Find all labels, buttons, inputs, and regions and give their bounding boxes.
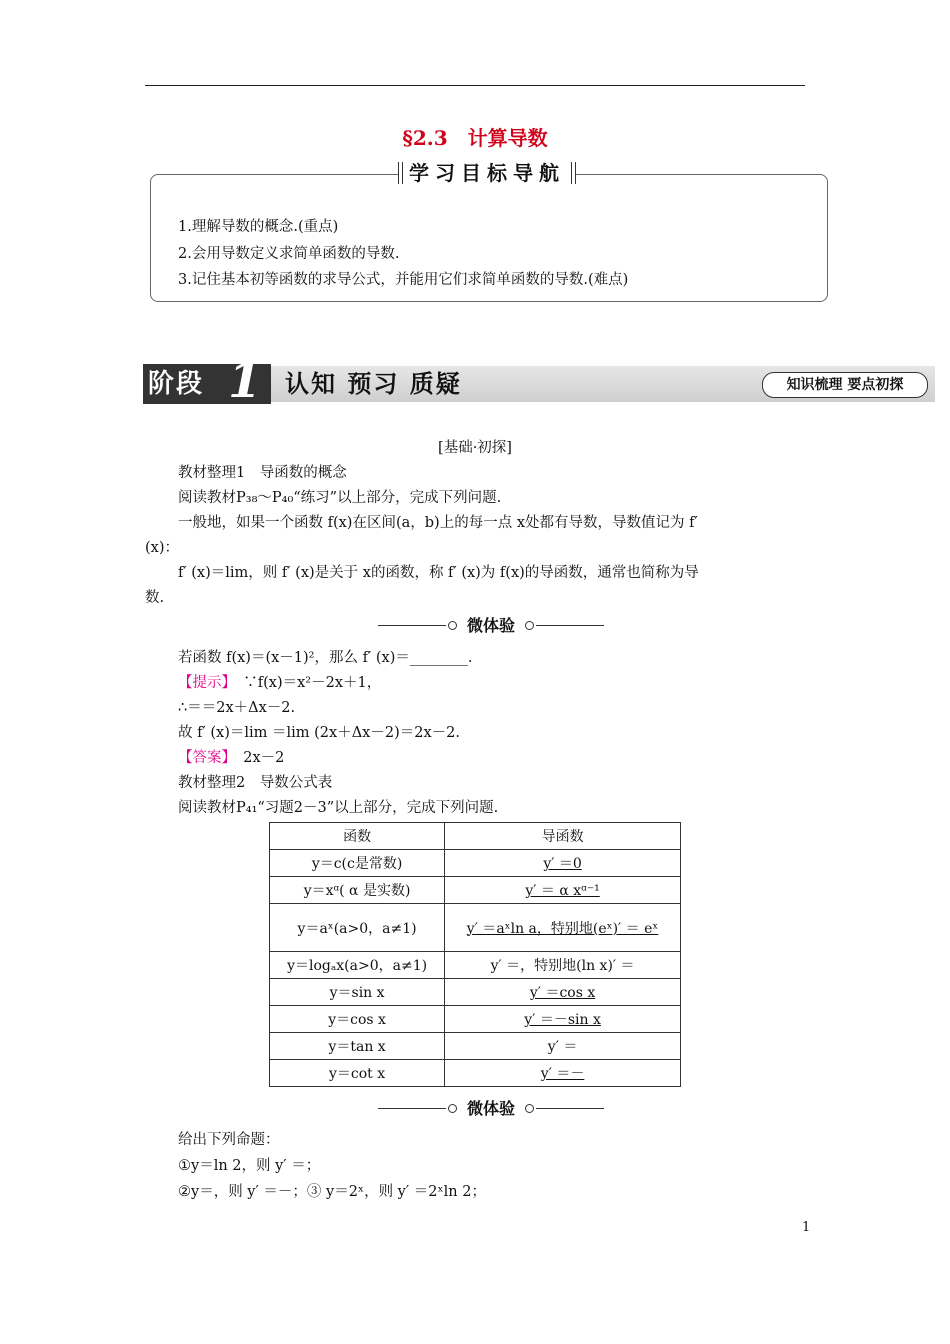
goal-box-heading: 学习目标导航 bbox=[398, 158, 576, 188]
hint-line: 【提示】 ∵f(x)＝x²－2x＋1， bbox=[178, 675, 382, 691]
derivative-formula-table bbox=[269, 822, 681, 1087]
table-row: y＝xᵅ( α 是实数) y′ ＝ α xᵅ⁻¹ bbox=[270, 877, 681, 904]
micro-experience-divider bbox=[378, 1097, 604, 1121]
textbook-heading-2: 教材整理2 导数公式表 bbox=[178, 775, 333, 791]
stage-number: 1 bbox=[228, 353, 262, 409]
stage-tag: 知识梳理 要点初探 bbox=[762, 372, 928, 398]
answer-line: 【答案】 2x－2 bbox=[178, 750, 285, 766]
proposition-line: ①y＝ln 2，则 y′ ＝； bbox=[178, 1158, 321, 1174]
table-row: y＝cot x y′ ＝－ bbox=[270, 1060, 681, 1087]
textbook-heading-1: 教材整理1 导函数的概念 bbox=[178, 465, 347, 481]
table-row: y＝cos x y′ ＝－sin x bbox=[270, 1006, 681, 1033]
table-row: y＝c(c是常数) y′ ＝0 bbox=[270, 850, 681, 877]
question-text: 若函数 f(x)＝(x－1)²，那么 f′ (x)＝________. bbox=[178, 650, 473, 666]
definition-text: (x)： bbox=[145, 540, 179, 556]
section-title: §2.3 计算导数 bbox=[402, 126, 548, 150]
basic-label: [基础·初探] bbox=[438, 440, 512, 456]
propositions-intro: 给出下列命题： bbox=[178, 1132, 280, 1148]
goal-item: 3.记住基本初等函数的求导公式，并能用它们求简单函数的导数.(难点) bbox=[178, 272, 629, 288]
solution-step: ∴＝＝2x＋Δx－2. bbox=[178, 700, 296, 716]
stage-title: 认知 预习 质疑 bbox=[285, 370, 462, 398]
table-row: y＝sin x y′ ＝cos x bbox=[270, 979, 681, 1006]
reading-instruction-1: 阅读教材P₃₈～P₄₀“练习”以上部分，完成下列问题. bbox=[178, 490, 502, 506]
micro-experience-label: 微体验 bbox=[466, 1099, 515, 1118]
page-number: 1 bbox=[802, 1220, 811, 1235]
table-row: y＝logₐx(a>0，a≠1) y′ ＝，特别地(ln x)′ ＝ bbox=[270, 952, 681, 979]
answer-label: 【答案】 bbox=[178, 750, 229, 766]
micro-experience-label: 微体验 bbox=[466, 616, 515, 635]
table-header-row bbox=[270, 823, 681, 850]
definition-text: 一般地，如果一个函数 f(x)在区间(a，b)上的每一点 x处都有导数，导数值记为 f′ bbox=[178, 515, 698, 531]
stage-word: 阶段 bbox=[148, 369, 205, 399]
table-row: y＝tan x y′ ＝ bbox=[270, 1033, 681, 1060]
table-header: 导函数 bbox=[445, 823, 681, 850]
reading-instruction-2: 阅读教材P₄₁“习题2－3”以上部分，完成下列问题. bbox=[178, 800, 499, 816]
definition-text: 数. bbox=[145, 590, 165, 606]
micro-experience-divider bbox=[378, 614, 604, 638]
definition-text: f′ (x)＝lim，则 f′ (x)是关于 x的函数，称 f′ (x)为 f(x)的导函数，通常也简称为导 bbox=[178, 565, 699, 581]
table-row: y＝aˣ(a>0，a≠1) y′ ＝aˣln a，特别地(eˣ)′ ＝ eˣ bbox=[270, 904, 681, 952]
top-rule bbox=[145, 85, 805, 86]
table-header: 函数 bbox=[270, 823, 445, 850]
solution-step: 故 f′ (x)＝lim ＝lim (2x＋Δx－2)＝2x－2. bbox=[178, 725, 460, 741]
goal-item: 2.会用导数定义求简单函数的导数. bbox=[178, 246, 400, 262]
hint-label: 【提示】 bbox=[178, 675, 229, 691]
goal-item: 1.理解导数的概念.(重点) bbox=[178, 219, 339, 235]
proposition-line: ②y＝，则 y′ ＝－；③ y＝2ˣ，则 y′ ＝2ˣln 2； bbox=[178, 1184, 486, 1200]
